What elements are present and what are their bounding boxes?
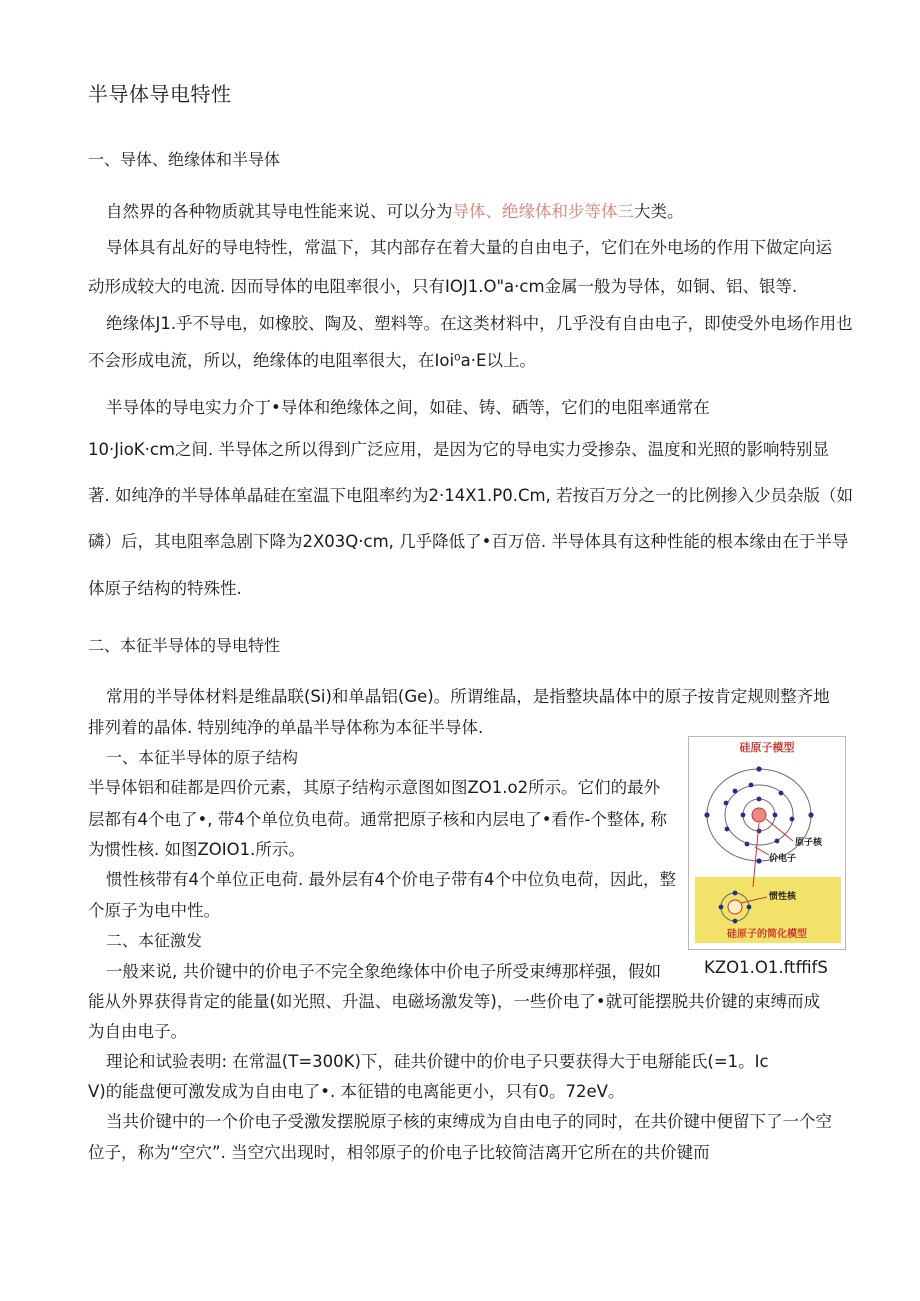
paragraph-2-line-1: 导体具有乩好的导电特性，常温下，其内部存在着大量的自由电子，它们在外电场的作用下做定向运 [106,238,832,257]
s2-paragraph-1-line-2: 排列着的晶体. 特别纯净的单晶半导体称为本征半导体. [88,718,484,737]
s2-sub1-line-1: 半导体铝和硅都是四价元素，其原子结构示意图如图ZO1.o2所示。它们的最外 [88,778,661,797]
paragraph-1-text: 自然界的各种物质就其导电性能来说、可以分为 [106,202,453,221]
figure-caption: KZO1.O1.ftffifS [704,958,828,977]
section-heading-1: 一、导体、绝缘体和半导体 [88,150,281,169]
paragraph-3-line-1: 绝缘体J1.乎不导电，如橡胶、陶及、塑料等。在这类材料中，几乎没有自由电子，即使受外电场作用也 [106,314,853,333]
page-title: 半导体导电特性 [88,82,232,106]
nucleus [752,808,766,822]
silicon-atom-figure [688,736,846,950]
paragraph-4-line-5: 体原子结构的特殊性. [88,579,242,598]
silicon-atom-diagram [689,737,845,949]
paragraph-1-tail: 大类。 [634,202,684,221]
highlighted-text: 导体、绝缘体和步等体三 [452,202,634,221]
s2-sub1-line-3: 为惯性核. 如图ZOIO1.所示。 [88,840,305,859]
s2-sub2-line-3: 为自由电子。 [88,1022,187,1041]
paragraph-1 [106,202,684,222]
s2-sub2-line-7: 位子，称为“空穴”. 当空穴出现时，相邻原子的价电子比较简洁离开它所在的共价键而 [88,1143,710,1162]
paragraph-4-line-3: 著. 如纯净的半导体单晶硅在室温下电阻率约为2·14X1.P0.Cm, 若按百万分之一的比例掺入少员杂版（如 [88,486,854,505]
s2-sub2-line-1: 一般来说, 共价键中的价电子不完全象绝缘体中价电子所受束缚那样强，假如 [106,962,661,981]
s2-sub1-line-2: 层都有4个电了•, 带4个单位负电荷。通常把原子核和内层电了•看作-个整体, 称 [88,810,667,829]
inertial-core [728,900,742,914]
figure-top-label: 硅原子模型 [739,741,795,754]
subheading-intrinsic-excitation: 二、本征激发 [106,931,203,950]
paragraph-3-line-2: 不会形成电流，所以，绝缘体的电阻率很大，在Ioi⁰a·E以上。 [88,351,536,370]
s2-sub2-line-2: 能从外界获得肯定的能量(如光照、升温、电磁场激发等)，一些价电了•就可能摆脱共价键的束缚而成 [88,992,821,1011]
s2-sub1-line-5: 个原子为电中性。 [88,901,220,920]
section-heading-2: 二、本征半导体的导电特性 [88,636,281,655]
paragraph-4-line-1: 半导体的导电实力介丁•导体和绝缘体之间，如硅、铸、硒等，它们的电阻率通常在 [106,398,710,417]
subheading-atomic-structure: 一、本征半导体的原子结构 [106,748,299,767]
s2-sub2-line-6: 当共价键中的一个价电子受激发摆脱原子核的束缚成为自由电子的同时，在共价键中便留下了一个空 [106,1112,832,1131]
inertial-core-label: 惯性核 [769,892,797,902]
nucleus-label: 原子核 [795,838,823,848]
s2-sub2-line-4: 理论和试验表明: 在常温(T=300K)下，硅共价键中的价电子只要获得大于电掰能氏(=1。Ic [106,1052,769,1071]
s2-paragraph-1-line-1: 常用的半导体材料是维晶联(Si)和单晶铝(Ge)。所谓维晶，是指整块晶体中的原子按肯定规则整齐地 [106,687,830,706]
paragraph-4-line-2: 10·JioK·cm之间. 半导体之所以得到广泛应用，是因为它的导电实力受掺杂、温度和光照的影响特别显 [88,440,829,459]
figure-bottom-label: 硅原子的简化模型 [727,929,807,940]
s2-sub1-line-4: 惯性核带有4个单位正电荷. 最外层有4个价电子带有4个中位负电荷，因此，整 [106,870,676,889]
paragraph-2-line-2: 动形成较大的电流. 因而导体的电阻率很小，只有IOJ1.O"a·cm金属一般为导体，如铜、铝、银等. [88,277,798,296]
valence-label: 价电子 [769,854,797,864]
paragraph-4-line-4: 磷）后，其电阻率急剧下降为2X03Q·cm, 几乎降低了•百万倍. 半导体具有这种性能的根本缘由在于半导 [88,532,849,551]
s2-sub2-line-5: V)的能盘便可激发成为自由电了•. 本征错的电离能更小，只有0。72eV。 [88,1082,625,1101]
